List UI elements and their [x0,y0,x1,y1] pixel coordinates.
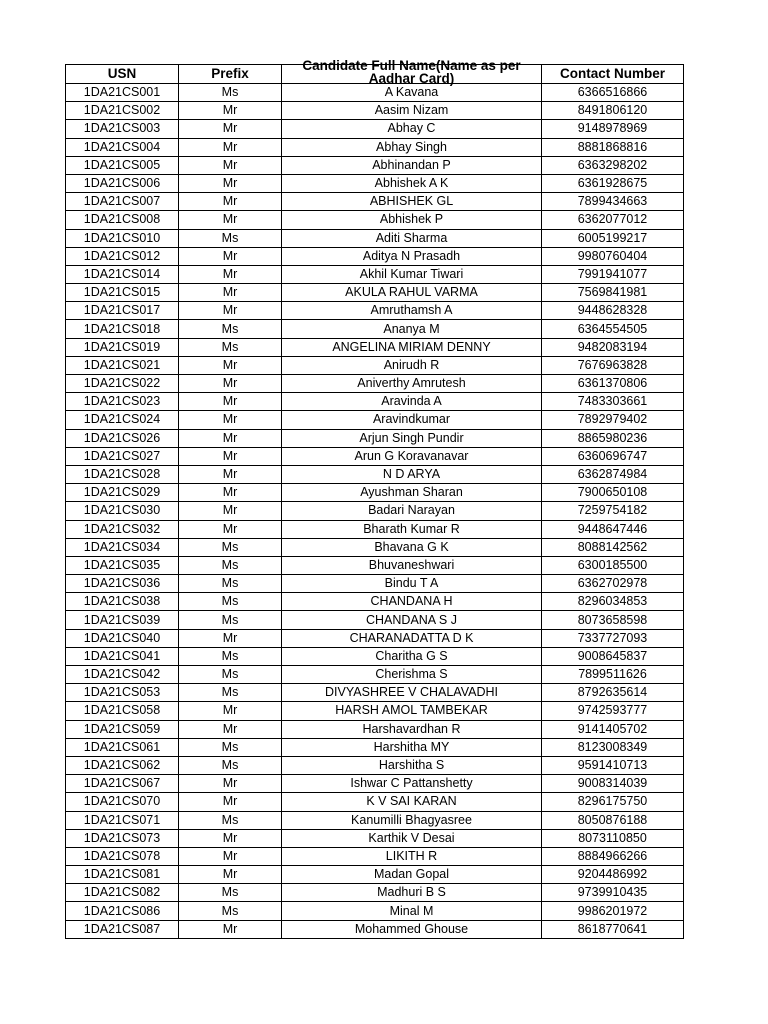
cell-name: Madhuri B S [282,884,542,902]
table-row [66,902,684,920]
cell-contact-number: 7899511626 [542,666,684,684]
cell-prefix: Mr [179,102,282,120]
cell-contact-number: 9482083194 [542,338,684,356]
cell-usn: 1DA21CS019 [66,338,179,356]
cell-name: CHARANADATTA D K [282,629,542,647]
cell-prefix: Ms [179,666,282,684]
cell-usn: 1DA21CS010 [66,229,179,247]
table-row [66,829,684,847]
cell-prefix: Ms [179,902,282,920]
cell-usn: 1DA21CS022 [66,375,179,393]
table-row [66,556,684,574]
cell-contact-number: 6364554505 [542,320,684,338]
cell-usn: 1DA21CS002 [66,102,179,120]
table-row [66,593,684,611]
cell-usn: 1DA21CS053 [66,684,179,702]
cell-contact-number: 7892979402 [542,411,684,429]
cell-name: Amruthamsh A [282,302,542,320]
cell-name: Abhay C [282,120,542,138]
cell-name: Bharath Kumar R [282,520,542,538]
cell-contact-number: 6362077012 [542,211,684,229]
cell-prefix: Mr [179,847,282,865]
table-row [66,193,684,211]
cell-name: Abhishek P [282,211,542,229]
table-row [66,320,684,338]
cell-usn: 1DA21CS008 [66,211,179,229]
cell-contact-number: 8792635614 [542,684,684,702]
header-candidate-name-text: Candidate Full Name(Name as per Aadhar Card) [302,58,521,86]
cell-prefix: Mr [179,702,282,720]
cell-prefix: Mr [179,120,282,138]
cell-contact-number: 9980760404 [542,247,684,265]
cell-prefix: Mr [179,866,282,884]
cell-name: Ananya M [282,320,542,338]
cell-contact-number: 9204486992 [542,866,684,884]
table-row [66,138,684,156]
table-row [66,756,684,774]
cell-prefix: Mr [179,302,282,320]
cell-contact-number: 7676963828 [542,356,684,374]
cell-prefix: Mr [179,174,282,192]
table-row [66,465,684,483]
table-row [66,302,684,320]
header-candidate-name [282,58,542,86]
cell-contact-number: 8491806120 [542,102,684,120]
table-row [66,229,684,247]
cell-contact-number: 9008314039 [542,775,684,793]
cell-usn: 1DA21CS067 [66,775,179,793]
cell-name: Bhavana G K [282,538,542,556]
cell-contact-number: 8073658598 [542,611,684,629]
table-row [66,429,684,447]
cell-name: ANGELINA MIRIAM DENNY [282,338,542,356]
cell-usn: 1DA21CS081 [66,866,179,884]
table-row [66,775,684,793]
table-row [66,174,684,192]
cell-name: A Kavana [282,84,542,102]
cell-name: Akhil Kumar Tiwari [282,265,542,283]
table-row [66,538,684,556]
cell-contact-number: 7337727093 [542,629,684,647]
cell-prefix: Ms [179,338,282,356]
cell-contact-number: 8884966266 [542,847,684,865]
cell-name: Badari Narayan [282,502,542,520]
cell-prefix: Mr [179,629,282,647]
cell-prefix: Mr [179,393,282,411]
cell-contact-number: 6360696747 [542,447,684,465]
cell-prefix: Ms [179,84,282,102]
table-row [66,666,684,684]
table-row [66,738,684,756]
cell-usn: 1DA21CS035 [66,556,179,574]
cell-contact-number: 8123008349 [542,738,684,756]
cell-contact-number: 8050876188 [542,811,684,829]
cell-contact-number: 9141405702 [542,720,684,738]
cell-usn: 1DA21CS034 [66,538,179,556]
cell-prefix: Mr [179,920,282,938]
cell-contact-number: 7569841981 [542,284,684,302]
candidate-table [65,58,684,939]
table-body [66,84,684,939]
cell-usn: 1DA21CS028 [66,465,179,483]
cell-prefix: Mr [179,284,282,302]
cell-name: Aravindkumar [282,411,542,429]
cell-prefix: Mr [179,156,282,174]
cell-name: Madan Gopal [282,866,542,884]
cell-name: Charitha G S [282,647,542,665]
cell-prefix: Mr [179,356,282,374]
cell-usn: 1DA21CS061 [66,738,179,756]
cell-name: Ishwar C Pattanshetty [282,775,542,793]
cell-name: Aditi Sharma [282,229,542,247]
cell-contact-number: 9591410713 [542,756,684,774]
cell-usn: 1DA21CS003 [66,120,179,138]
header-prefix: Prefix [179,65,282,84]
cell-usn: 1DA21CS071 [66,811,179,829]
cell-prefix: Mr [179,193,282,211]
cell-name: Bindu T A [282,575,542,593]
table-row [66,247,684,265]
table-row [66,84,684,102]
cell-contact-number: 6005199217 [542,229,684,247]
cell-prefix: Ms [179,756,282,774]
cell-prefix: Ms [179,320,282,338]
cell-name: Aravinda A [282,393,542,411]
cell-contact-number: 8865980236 [542,429,684,447]
cell-usn: 1DA21CS004 [66,138,179,156]
table-row [66,793,684,811]
cell-contact-number: 6363298202 [542,156,684,174]
cell-usn: 1DA21CS021 [66,356,179,374]
cell-name: LIKITH R [282,847,542,865]
table-row [66,811,684,829]
cell-name: Harshavardhan R [282,720,542,738]
cell-prefix: Mr [179,138,282,156]
cell-contact-number: 9739910435 [542,884,684,902]
cell-contact-number: 6362702978 [542,575,684,593]
cell-name: Kanumilli Bhagyasree [282,811,542,829]
cell-name: ABHISHEK GL [282,193,542,211]
cell-usn: 1DA21CS070 [66,793,179,811]
table-row [66,502,684,520]
table-row [66,356,684,374]
table-row [66,265,684,283]
cell-prefix: Ms [179,811,282,829]
cell-contact-number: 7899434663 [542,193,684,211]
cell-contact-number: 9448647446 [542,520,684,538]
cell-name: Arjun Singh Pundir [282,429,542,447]
table-row [66,920,684,938]
cell-name: DIVYASHREE V CHALAVADHI [282,684,542,702]
cell-contact-number: 9148978969 [542,120,684,138]
cell-name: Minal M [282,902,542,920]
cell-name: Aditya N Prasadh [282,247,542,265]
cell-name: Harshitha S [282,756,542,774]
cell-name: Abhinandan P [282,156,542,174]
table-row [66,375,684,393]
cell-usn: 1DA21CS032 [66,520,179,538]
cell-prefix: Mr [179,520,282,538]
cell-prefix: Ms [179,647,282,665]
table-row [66,102,684,120]
table-row [66,393,684,411]
cell-usn: 1DA21CS059 [66,720,179,738]
cell-usn: 1DA21CS014 [66,265,179,283]
cell-name: AKULA RAHUL VARMA [282,284,542,302]
cell-contact-number: 9448628328 [542,302,684,320]
cell-prefix: Ms [179,611,282,629]
cell-contact-number: 8618770641 [542,920,684,938]
table-row [66,847,684,865]
cell-prefix: Mr [179,775,282,793]
cell-name: Ayushman Sharan [282,484,542,502]
cell-contact-number: 7259754182 [542,502,684,520]
cell-usn: 1DA21CS006 [66,174,179,192]
cell-prefix: Ms [179,575,282,593]
cell-contact-number: 9742593777 [542,702,684,720]
cell-prefix: Mr [179,465,282,483]
cell-usn: 1DA21CS023 [66,393,179,411]
table-row [66,284,684,302]
cell-usn: 1DA21CS024 [66,411,179,429]
cell-contact-number: 8296034853 [542,593,684,611]
cell-contact-number: 9986201972 [542,902,684,920]
cell-usn: 1DA21CS029 [66,484,179,502]
cell-name: Karthik V Desai [282,829,542,847]
cell-name: Harshitha MY [282,738,542,756]
header-usn: USN [66,65,179,84]
cell-contact-number: 8296175750 [542,793,684,811]
cell-contact-number: 7483303661 [542,393,684,411]
cell-prefix: Mr [179,411,282,429]
cell-name: Aniverthy Amrutesh [282,375,542,393]
cell-contact-number: 8881868816 [542,138,684,156]
cell-usn: 1DA21CS027 [66,447,179,465]
table-row [66,611,684,629]
table-row [66,156,684,174]
cell-name: Abhay Singh [282,138,542,156]
cell-prefix: Ms [179,738,282,756]
cell-usn: 1DA21CS030 [66,502,179,520]
cell-usn: 1DA21CS001 [66,84,179,102]
cell-prefix: Ms [179,229,282,247]
cell-usn: 1DA21CS082 [66,884,179,902]
cell-name: Aasim Nizam [282,102,542,120]
cell-usn: 1DA21CS015 [66,284,179,302]
table-row [66,702,684,720]
cell-name: HARSH AMOL TAMBEKAR [282,702,542,720]
table-row [66,684,684,702]
cell-prefix: Mr [179,793,282,811]
cell-usn: 1DA21CS026 [66,429,179,447]
cell-usn: 1DA21CS039 [66,611,179,629]
cell-usn: 1DA21CS017 [66,302,179,320]
cell-name: Arun G Koravanavar [282,447,542,465]
table-row [66,447,684,465]
cell-name: Abhishek A K [282,174,542,192]
table-row [66,338,684,356]
table-row [66,647,684,665]
table-row [66,575,684,593]
cell-prefix: Mr [179,265,282,283]
cell-name: Mohammed Ghouse [282,920,542,938]
table-row [66,120,684,138]
cell-prefix: Mr [179,829,282,847]
cell-contact-number: 6361370806 [542,375,684,393]
cell-prefix: Ms [179,884,282,902]
cell-usn: 1DA21CS018 [66,320,179,338]
cell-contact-number: 8088142562 [542,538,684,556]
cell-prefix: Mr [179,484,282,502]
cell-contact-number: 6362874984 [542,465,684,483]
cell-prefix: Ms [179,593,282,611]
cell-prefix: Mr [179,247,282,265]
cell-contact-number: 7991941077 [542,265,684,283]
cell-usn: 1DA21CS086 [66,902,179,920]
cell-usn: 1DA21CS036 [66,575,179,593]
cell-prefix: Mr [179,447,282,465]
cell-usn: 1DA21CS005 [66,156,179,174]
cell-contact-number: 6300185500 [542,556,684,574]
cell-contact-number: 9008645837 [542,647,684,665]
cell-prefix: Ms [179,684,282,702]
cell-name: Cherishma S [282,666,542,684]
cell-contact-number: 8073110850 [542,829,684,847]
cell-prefix: Ms [179,538,282,556]
cell-name: CHANDANA H [282,593,542,611]
cell-name: Anirudh R [282,356,542,374]
cell-name: K V SAI KARAN [282,793,542,811]
cell-usn: 1DA21CS007 [66,193,179,211]
cell-name: Bhuvaneshwari [282,556,542,574]
cell-prefix: Mr [179,502,282,520]
table-row [66,866,684,884]
cell-name: CHANDANA S J [282,611,542,629]
cell-usn: 1DA21CS038 [66,593,179,611]
cell-name: N D ARYA [282,465,542,483]
cell-usn: 1DA21CS087 [66,920,179,938]
cell-prefix: Mr [179,375,282,393]
cell-usn: 1DA21CS058 [66,702,179,720]
table-row [66,884,684,902]
table-header-row [66,65,684,84]
cell-prefix: Ms [179,556,282,574]
table-row [66,629,684,647]
cell-usn: 1DA21CS012 [66,247,179,265]
table-row [66,484,684,502]
cell-usn: 1DA21CS042 [66,666,179,684]
cell-usn: 1DA21CS078 [66,847,179,865]
cell-usn: 1DA21CS073 [66,829,179,847]
cell-contact-number: 7900650108 [542,484,684,502]
table-row [66,720,684,738]
cell-usn: 1DA21CS040 [66,629,179,647]
table-row [66,520,684,538]
cell-usn: 1DA21CS041 [66,647,179,665]
header-contact-number: Contact Number [542,65,684,84]
cell-usn: 1DA21CS062 [66,756,179,774]
cell-prefix: Mr [179,429,282,447]
cell-prefix: Mr [179,720,282,738]
cell-prefix: Mr [179,211,282,229]
cell-contact-number: 6361928675 [542,174,684,192]
cell-contact-number: 6366516866 [542,84,684,102]
table-row [66,411,684,429]
table-row [66,211,684,229]
